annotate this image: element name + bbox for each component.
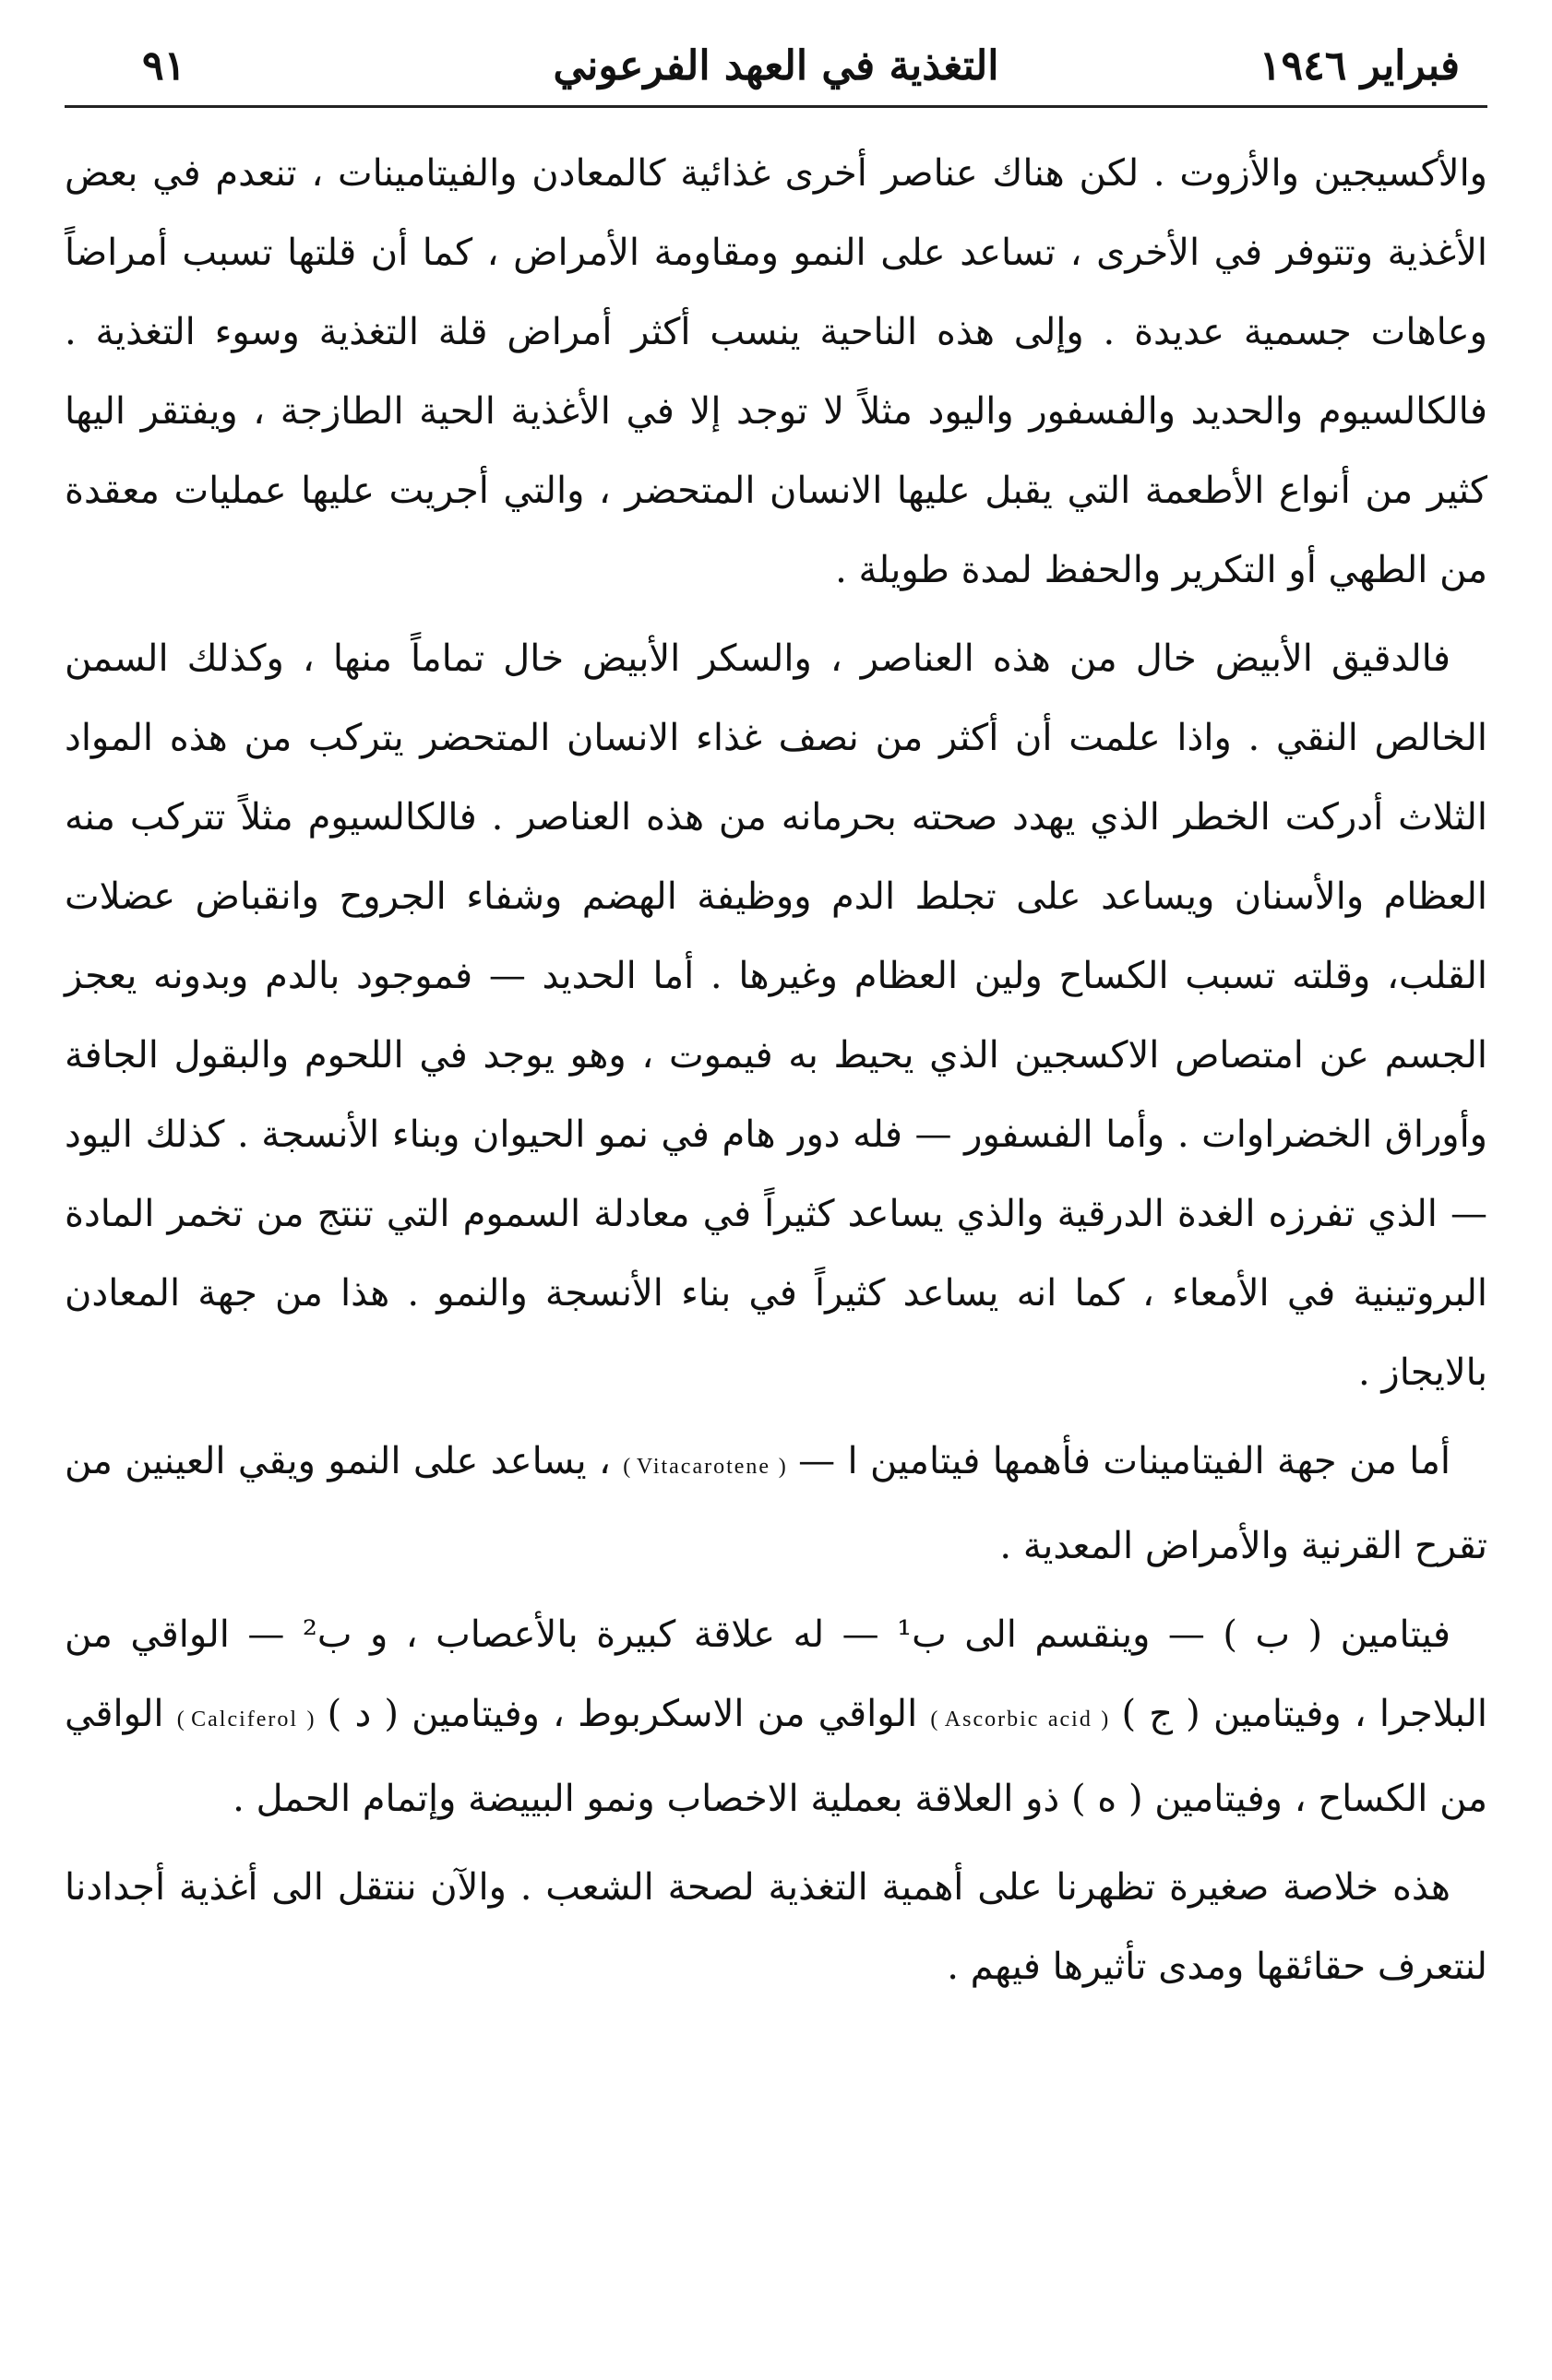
page-number: ٩١: [142, 42, 186, 89]
vitamins-text-after: الواقي من الكساح ، وفيتامين ( ه ) ذو العلاقة بعملية الاخصاب ونمو البييضة وإتمام الحمل .: [65, 1693, 1487, 1820]
running-title: التغذية في العهد الفرعوني: [553, 42, 999, 89]
paragraph-vitamins-bcde: [65, 1595, 1487, 1839]
paragraph-vitamin-a: [65, 1422, 1487, 1586]
issue-date: فبراير ١٩٤٦: [1259, 42, 1460, 89]
vitamin-a-text-before: أما من جهة الفيتامينات فأهمها فيتامين ا —: [785, 1440, 1451, 1482]
vitamin-a-latin-term: ( Vitacarotene ): [623, 1455, 786, 1479]
paragraph-minerals-intro: والأكسيجين والأزوت . لكن هناك عناصر أخرى غذائية كالمعادن والفيتامينات ، تنعدم في بعض الأغذية وتتوفر في الأخرى ، تساعد على النمو ومقاومة الأمراض ، كما أن قلتها تسبب أمراضاً وعاهات جسمية عديدة . وإلى هذه الناحية ينسب أكثر أمراض قلة التغذية وسوء التغذية . فالكالسيوم والحديد والفسفور واليود مثلاً لا توجد إلا في الأغذية الحية الطازجة ، ويفتقر اليها كثير من أنواع الأطعمة التي يقبل عليها الانسان المتحضر ، والتي أجريت عليها عمليات معقدة من الطهي أو التكرير والحفظ لمدة طويلة .: [65, 152, 1487, 591]
paragraph-minerals-detail: فالدقيق الأبيض خال من هذه العناصر ، والسكر الأبيض خال تماماً منها ، وكذلك السمن الخالص النقي . واذا علمت أن أكثر من نصف غذاء الانسان المتحضر يتركب من هذه المواد الثلاث أدركت الخطر الذي يهدد صحته بحرمانه من هذه العناصر . فالكالسيوم مثلاً تتركب منه العظام والأسنان ويساعد على تجلط الدم ووظيفة الهضم وشفاء الجروح وانقباض عضلات القلب، وقلته تسبب الكساح ولين العظام وغيرها . أما الحديد — فموجود بالدم وبدونه يعجز الجسم عن امتصاص الاكسجين الذي يحيط به فيموت ، وهو يوجد في اللحوم والبقول الجافة وأوراق الخضراوات . وأما الفسفور — فله دور هام في نمو الحيوان وبناء الأنسجة . كذلك اليود — الذي تفرزه الغدة الدرقية والذي يساعد كثيراً في معادلة السموم التي تنتج من تخمر المادة البروتينية في الأمعاء ، كما انه يساعد كثيراً في بناء الأنسجة والنمو . هذا من جهة المعادن بالايجاز .: [65, 637, 1488, 1394]
vitamins-text-before: فيتامين ( ب ) — وينقسم الى ب¹ — له علاقة كبيرة بالأعصاب ، و ب² — الواقي من البلاجرا ، وفيتامين ( ج ): [65, 1613, 1488, 1735]
paragraph-conclusion: هذه خلاصة صغيرة تظهرنا على أهمية التغذية لصحة الشعب . والآن ننتقل الى أغذية أجدادنا لنتعرف حقائقها ومدى تأثيرها فيهم .: [65, 1866, 1487, 1988]
article-body: [65, 134, 1487, 2006]
vitamin-c-latin-term: ( Ascorbic acid ): [930, 1708, 1109, 1731]
vitamin-d-latin-term: ( Calciferol ): [176, 1708, 315, 1731]
article-page: [65, 28, 1487, 2352]
vitamin-a-text-after: ، يساعد على النمو ويقي العينين من تقرح القرنية والأمراض المعدية .: [65, 1440, 1487, 1567]
vitamins-text-middle: الواقي من الاسكربوط ، وفيتامين ( د ): [314, 1693, 931, 1735]
running-header: [65, 28, 1487, 108]
